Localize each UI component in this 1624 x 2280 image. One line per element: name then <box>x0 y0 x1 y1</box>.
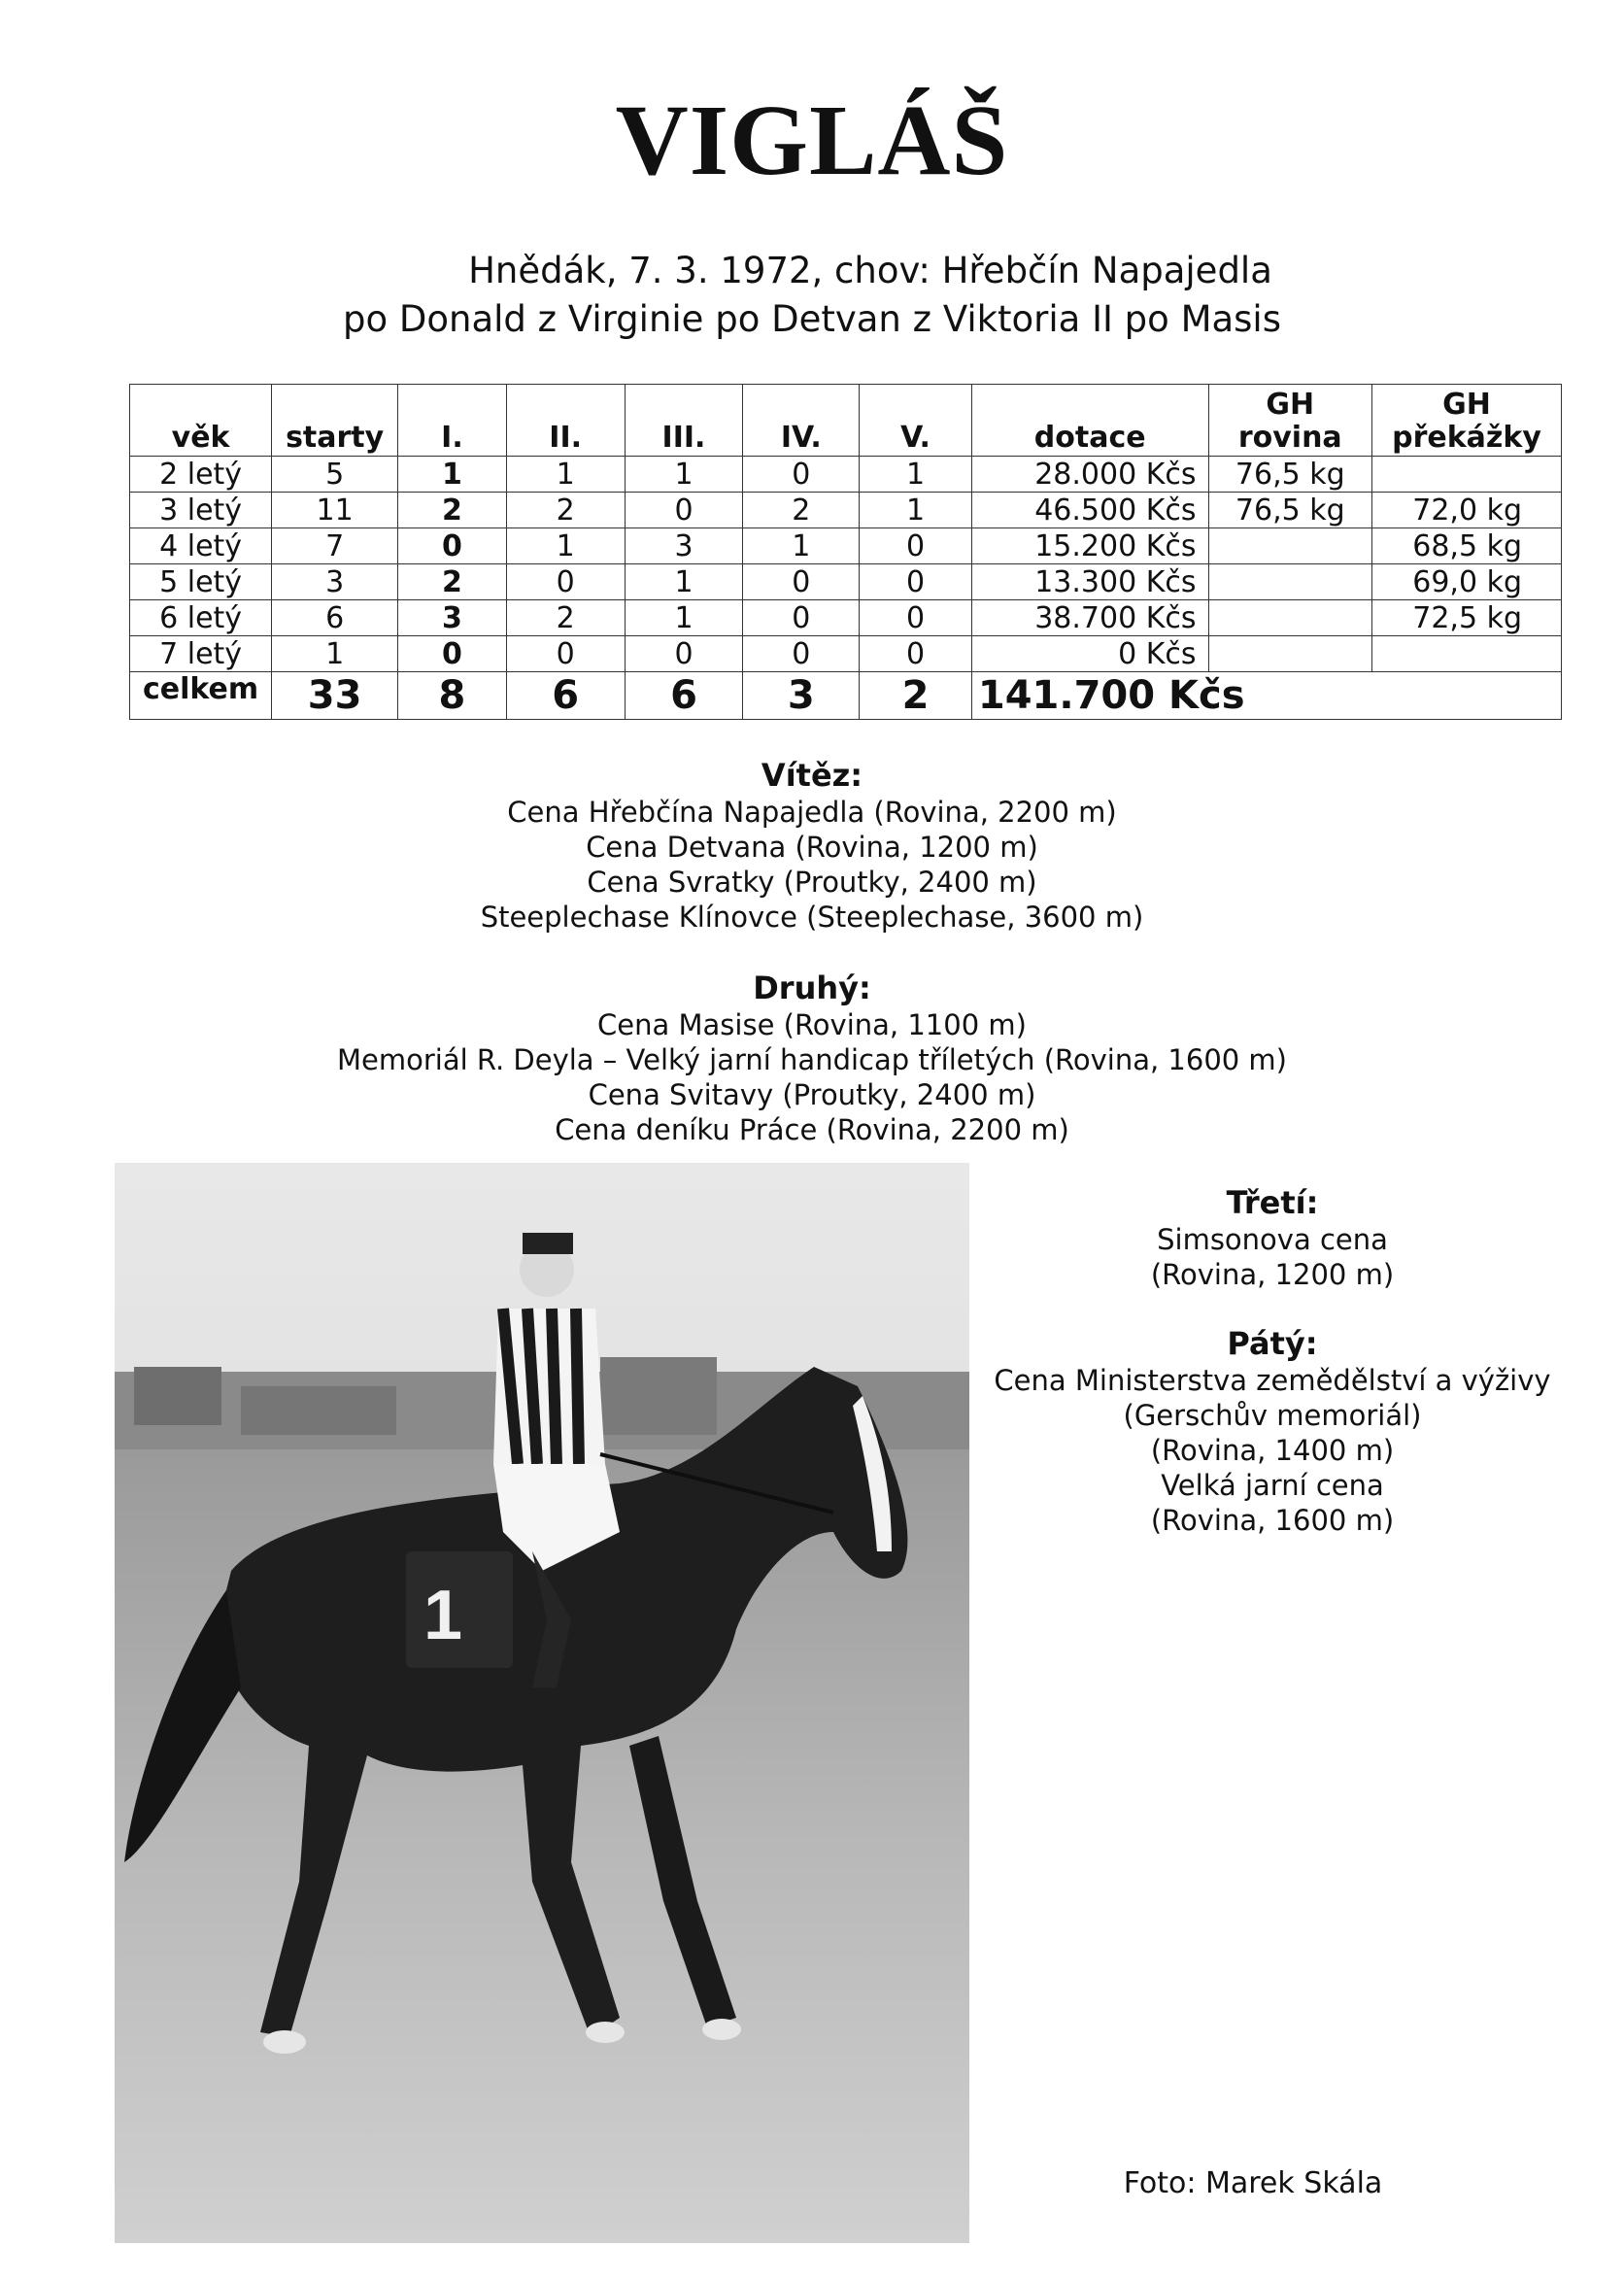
table-cell: 46.500 Kčs <box>971 493 1208 528</box>
table-cell: 2 letý <box>130 457 272 493</box>
table-cell: 28.000 Kčs <box>971 457 1208 493</box>
table-cell: 1 <box>625 564 743 600</box>
table-cell: 2 <box>398 493 507 528</box>
fifth-item: Velká jarní cena <box>1161 1469 1384 1502</box>
total-cell: 3 <box>743 672 860 720</box>
third-section <box>971 1183 1573 1292</box>
table-row <box>130 636 1562 672</box>
gh-label: GH <box>1266 388 1315 422</box>
table-cell <box>1372 636 1562 672</box>
table-cell: 0 <box>743 457 860 493</box>
table-cell: 13.300 Kčs <box>971 564 1208 600</box>
table-total-row <box>130 672 1562 720</box>
photo-credit: Foto: Marek Skála <box>1123 2166 1383 2200</box>
table-cell <box>1372 457 1562 493</box>
table-cell: 69,0 kg <box>1372 564 1562 600</box>
total-cell: 8 <box>398 672 507 720</box>
horse-details: Hnědák, 7. 3. 1972, chov: Hřebčín Napajedla <box>468 250 1272 291</box>
table-cell <box>1208 528 1372 564</box>
saddle-number: 1 <box>423 1577 463 1654</box>
table-cell: 7 <box>272 528 398 564</box>
table-cell <box>1208 600 1372 636</box>
table-cell: 38.700 Kčs <box>971 600 1208 636</box>
total-cell: 6 <box>506 672 625 720</box>
third-heading: Třetí: <box>1226 1184 1319 1221</box>
winner-item: Cena Hřebčína Napajedla (Rovina, 2200 m) <box>507 796 1117 829</box>
race-statistics-table <box>129 384 1562 720</box>
col-header-gh-prekazky <box>1372 385 1562 457</box>
total-empty-cell <box>1372 672 1562 720</box>
table-cell: 15.200 Kčs <box>971 528 1208 564</box>
table-cell: 2 <box>506 600 625 636</box>
table-cell: 1 <box>398 457 507 493</box>
table-cell: 0 <box>625 636 743 672</box>
table-header-row <box>130 385 1562 457</box>
table-cell: 3 <box>398 600 507 636</box>
table-cell: 5 <box>272 457 398 493</box>
table-cell: 1 <box>625 457 743 493</box>
table-row <box>130 600 1562 636</box>
fifth-section <box>971 1324 1573 1538</box>
table-cell: 72,5 kg <box>1372 600 1562 636</box>
fifth-item: (Rovina, 1600 m) <box>1150 1504 1395 1537</box>
table-cell: 0 <box>743 636 860 672</box>
table-cell: 6 letý <box>130 600 272 636</box>
table-row <box>130 457 1562 493</box>
col-header: II. <box>506 385 625 457</box>
page-title: VIGLÁŠ <box>615 85 1009 196</box>
table-cell: 0 Kčs <box>971 636 1208 672</box>
table-cell: 0 <box>398 528 507 564</box>
col-header: IV. <box>743 385 860 457</box>
table-cell: 6 <box>272 600 398 636</box>
winner-section <box>0 756 1624 935</box>
table-cell: 0 <box>860 528 972 564</box>
table-cell: 76,5 kg <box>1208 457 1372 493</box>
col-header: I. <box>398 385 507 457</box>
table-cell <box>1208 636 1372 672</box>
table-row <box>130 564 1562 600</box>
table-cell: 3 <box>625 528 743 564</box>
table-cell: 4 letý <box>130 528 272 564</box>
table-cell <box>1208 564 1372 600</box>
table-cell: 1 <box>860 493 972 528</box>
table-cell: 5 letý <box>130 564 272 600</box>
col-header: III. <box>625 385 743 457</box>
total-label: celkem <box>130 672 272 720</box>
table-cell: 2 <box>743 493 860 528</box>
table-cell: 0 <box>860 636 972 672</box>
table-cell: 0 <box>398 636 507 672</box>
winner-heading: Vítěz: <box>761 757 863 794</box>
table-cell: 68,5 kg <box>1372 528 1562 564</box>
second-item: Memoriál R. Deyla – Velký jarní handicap tříletých (Rovina, 1600 m) <box>336 1043 1287 1076</box>
fifth-item: Cena Ministerstva zemědělství a výživy <box>994 1364 1551 1397</box>
gh-label: GH <box>1442 388 1491 422</box>
horse-pedigree: po Donald z Virginie po Detvan z Viktoria II po Masis <box>343 298 1281 340</box>
table-cell: 0 <box>860 600 972 636</box>
col-header: V. <box>860 385 972 457</box>
rovina-label: rovina <box>1237 421 1342 455</box>
table-row <box>130 493 1562 528</box>
total-cell: 33 <box>272 672 398 720</box>
total-cell: 2 <box>860 672 972 720</box>
col-header: věk <box>130 385 272 457</box>
table-cell: 1 <box>743 528 860 564</box>
table-cell: 2 <box>398 564 507 600</box>
horse-photo <box>115 1163 969 2243</box>
second-item: Cena Svitavy (Proutky, 2400 m) <box>588 1078 1036 1111</box>
table-cell: 76,5 kg <box>1208 493 1372 528</box>
table-cell: 0 <box>743 564 860 600</box>
fifth-item: (Gerschův memoriál) <box>1123 1399 1422 1432</box>
table-cell: 0 <box>860 564 972 600</box>
second-item: Cena deníku Práce (Rovina, 2200 m) <box>555 1113 1069 1146</box>
second-item: Cena Masise (Rovina, 1100 m) <box>597 1008 1027 1041</box>
table-cell: 1 <box>506 457 625 493</box>
table-cell: 1 <box>272 636 398 672</box>
third-item: (Rovina, 1200 m) <box>1150 1258 1395 1291</box>
table-cell: 1 <box>625 600 743 636</box>
table-cell: 0 <box>625 493 743 528</box>
col-header-gh-rovina <box>1208 385 1372 457</box>
winner-item: Cena Detvana (Rovina, 1200 m) <box>586 831 1038 864</box>
total-cell: 6 <box>625 672 743 720</box>
third-item: Simsonova cena <box>1157 1223 1388 1256</box>
prekazky-label: překážky <box>1392 421 1541 455</box>
col-header: starty <box>272 385 398 457</box>
table-cell: 7 letý <box>130 636 272 672</box>
table-cell: 1 <box>860 457 972 493</box>
winner-item: Steeplechase Klínovce (Steeplechase, 3600 m) <box>480 901 1144 934</box>
fifth-item: (Rovina, 1400 m) <box>1150 1434 1395 1467</box>
table-cell: 3 letý <box>130 493 272 528</box>
table-cell: 11 <box>272 493 398 528</box>
col-header: dotace <box>971 385 1208 457</box>
second-section <box>0 969 1624 1147</box>
table-row <box>130 528 1562 564</box>
second-heading: Druhý: <box>753 970 871 1006</box>
winner-item: Cena Svratky (Proutky, 2400 m) <box>587 866 1037 899</box>
table-cell: 0 <box>506 636 625 672</box>
table-cell: 0 <box>506 564 625 600</box>
table-cell: 3 <box>272 564 398 600</box>
table-cell: 72,0 kg <box>1372 493 1562 528</box>
fifth-heading: Pátý: <box>1227 1325 1318 1362</box>
table-cell: 2 <box>506 493 625 528</box>
table-cell: 1 <box>506 528 625 564</box>
total-cell: 141.700 Kčs <box>971 672 1371 720</box>
table-cell: 0 <box>743 600 860 636</box>
